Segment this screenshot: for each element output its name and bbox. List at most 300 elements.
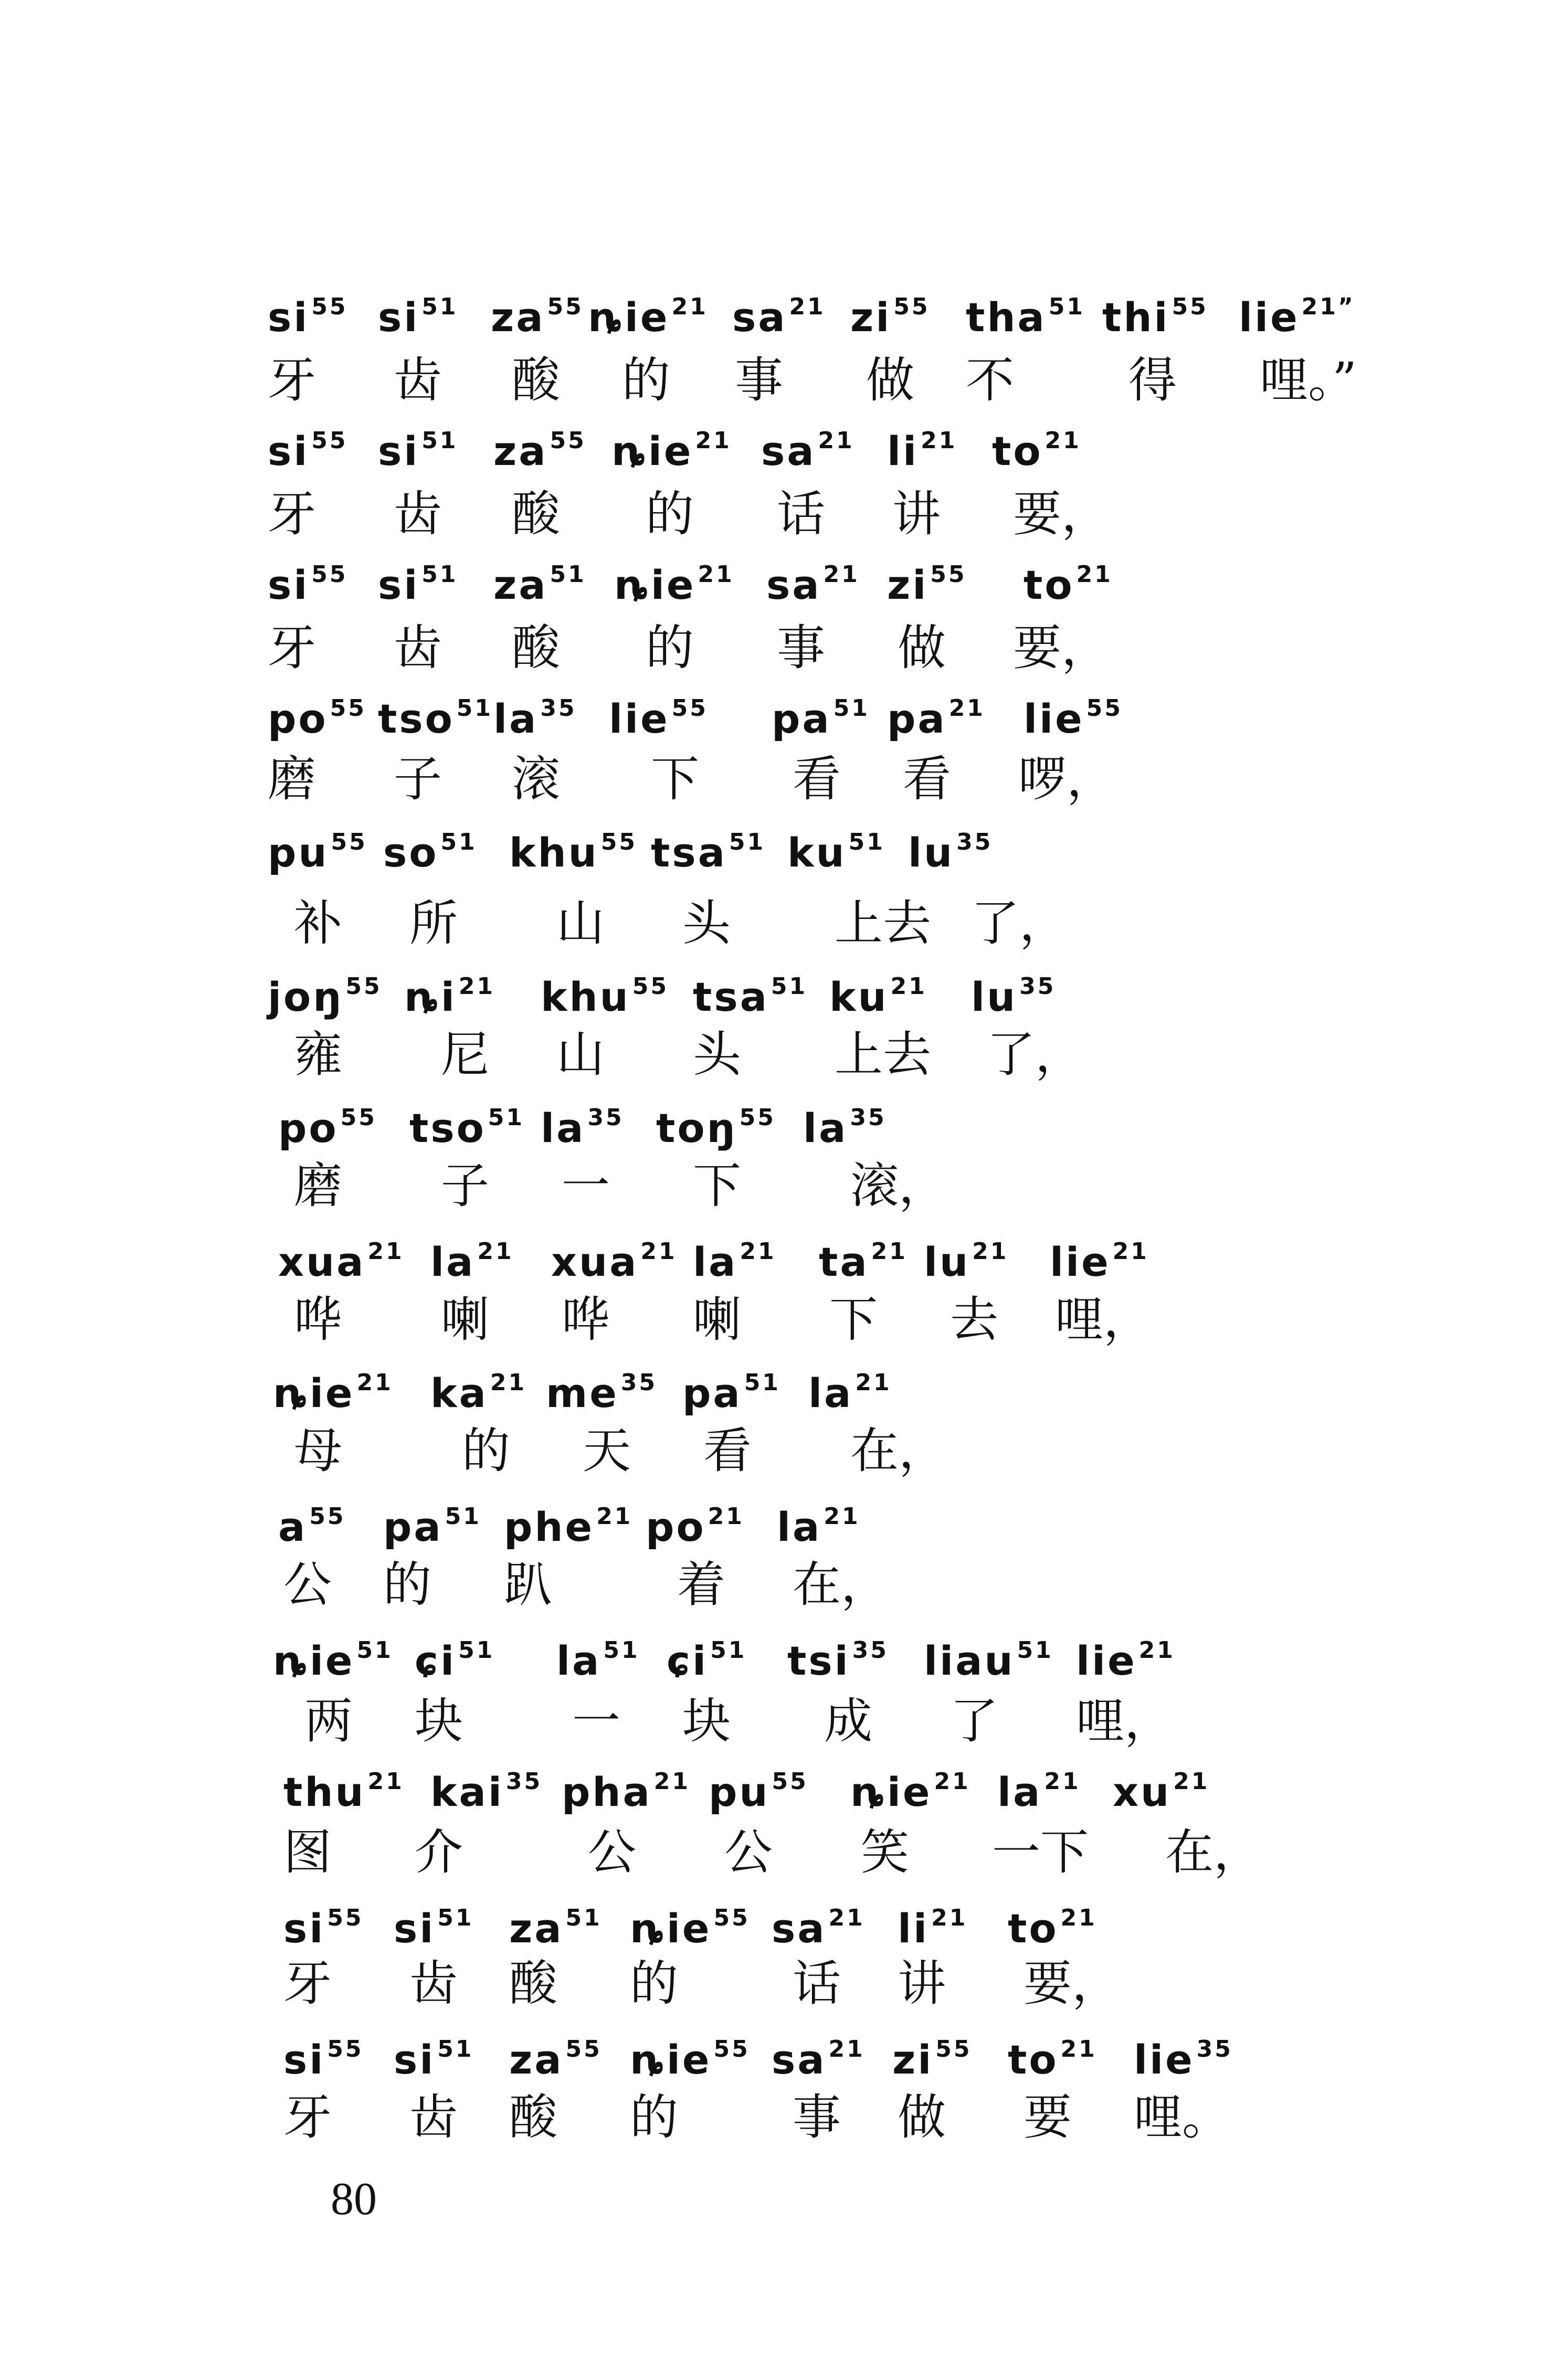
tone-number: 21	[871, 1238, 908, 1265]
syllable-text: to	[992, 428, 1043, 474]
gloss-word: 雍	[294, 1027, 343, 1083]
gloss-word: 尼	[441, 1027, 490, 1083]
gloss-word: 哩，	[1076, 1693, 1173, 1749]
tone-number: 21	[1173, 1768, 1210, 1795]
syllable-text: sa	[761, 428, 816, 474]
syllable-text: si	[378, 562, 420, 608]
gloss-word: 酸	[512, 620, 561, 676]
tone-number: 21	[828, 1905, 865, 1931]
syllable	[394, 1889, 474, 1958]
tone-number: 51	[456, 695, 493, 722]
tone-number: 21”	[1301, 293, 1355, 320]
tone-number: 35	[850, 1104, 887, 1131]
tone-number: 51	[603, 1637, 640, 1664]
gloss-line	[0, 1155, 1561, 1223]
gloss-line	[0, 1420, 1561, 1488]
syllable-text: za	[493, 562, 548, 608]
romanization-line	[0, 278, 1561, 346]
syllable	[887, 680, 985, 748]
syllable-text: ȵie	[850, 1769, 932, 1815]
syllable	[278, 1488, 346, 1556]
tone-number: 21	[1044, 1768, 1081, 1795]
gloss-word: 啰，	[1018, 751, 1115, 807]
syllable-text: a	[278, 1504, 308, 1550]
syllable	[283, 1753, 404, 1821]
gloss-word: 补	[294, 895, 343, 951]
tone-number: 21	[596, 1503, 633, 1530]
gloss-word: 看	[903, 751, 952, 807]
tone-number: 21	[1060, 1905, 1097, 1931]
syllable-text: ȵie	[611, 428, 693, 474]
syllable	[283, 1889, 364, 1958]
syllable-text: li	[898, 1905, 930, 1952]
syllable	[1024, 680, 1123, 748]
gloss-line	[0, 617, 1561, 685]
syllable-text: ɕi	[415, 1637, 457, 1684]
tone-number: 55	[331, 829, 367, 855]
gloss-word: 事	[793, 2089, 841, 2145]
tone-number: 51	[771, 973, 808, 1000]
tone-number: 51	[356, 1637, 393, 1664]
tone-number: 21	[458, 973, 495, 1000]
gloss-word: 母	[294, 1423, 343, 1479]
tone-number: 51	[421, 427, 458, 454]
syllable	[693, 958, 807, 1026]
syllable	[772, 1889, 865, 1958]
tone-number: 55	[330, 695, 366, 722]
syllable-text: tsa	[651, 829, 727, 876]
tone-number: 21	[708, 1503, 744, 1530]
syllable-text: khu	[541, 974, 630, 1020]
gloss-line	[0, 1023, 1561, 1092]
tone-number: 51	[565, 1905, 602, 1931]
syllable-text: toŋ	[656, 1105, 737, 1151]
syllable	[819, 1223, 908, 1291]
romanization-line	[0, 1354, 1561, 1422]
gloss-word: 得	[1128, 352, 1177, 408]
gloss-word: 的	[383, 1557, 432, 1613]
tone-number: 21	[653, 1768, 691, 1795]
syllable-text: kai	[430, 1769, 504, 1815]
syllable	[430, 1753, 542, 1821]
syllable-text: joŋ	[268, 974, 344, 1020]
syllable	[772, 2021, 865, 2089]
gloss-word: 酸	[509, 1955, 558, 2012]
gloss-word: 一	[572, 1693, 621, 1749]
gloss-line	[0, 1821, 1561, 1889]
romanization-line	[0, 1488, 1561, 1556]
gloss-word: 介	[415, 1824, 463, 1880]
gloss-word: 要，	[1013, 486, 1110, 542]
syllable	[493, 680, 577, 748]
syllable-text: la	[556, 1637, 602, 1684]
gloss-word: 上去	[835, 895, 932, 951]
syllable-text: la	[997, 1769, 1042, 1815]
syllable	[772, 680, 870, 748]
syllable-text: si	[268, 428, 310, 474]
romanization-line	[0, 1223, 1561, 1291]
gloss-word: 滚	[512, 751, 561, 807]
tone-number: 21	[1045, 427, 1081, 454]
syllable-text: po	[278, 1105, 339, 1151]
syllable-text: so	[383, 829, 439, 876]
syllable	[283, 2021, 364, 2089]
tone-number: 35	[956, 829, 993, 855]
syllable-text: la	[777, 1504, 822, 1550]
syllable-text: sa	[732, 294, 787, 341]
gloss-word: 一	[562, 1158, 610, 1214]
gloss-word: 了	[950, 1693, 999, 1749]
syllable-text: ka	[430, 1370, 488, 1416]
syllable	[609, 680, 708, 748]
gloss-word: 的	[630, 1955, 679, 2012]
syllable-text: zi	[892, 2036, 934, 2083]
syllable-text: ȵie	[630, 2036, 712, 2083]
syllable	[268, 412, 348, 480]
gloss-word: 笑	[861, 1824, 910, 1880]
syllable	[430, 1223, 514, 1291]
syllable	[509, 1889, 602, 1958]
syllable	[268, 813, 367, 882]
tone-number: 51	[729, 829, 766, 855]
gloss-word: 山	[556, 1027, 605, 1083]
syllable-text: si	[378, 428, 420, 474]
gloss-word: 牙	[268, 486, 317, 542]
tone-number: 55	[340, 1104, 377, 1131]
gloss-word: 讲	[898, 1955, 946, 2012]
syllable-text: ȵie	[273, 1370, 355, 1416]
syllable	[766, 546, 860, 614]
syllable	[278, 1089, 377, 1157]
syllable	[787, 1622, 889, 1690]
syllable-text: ȵie	[630, 1905, 712, 1952]
syllable-text: ȵie	[273, 1637, 355, 1684]
syllable-text: tso	[409, 1105, 486, 1151]
gloss-word: 所	[409, 895, 458, 951]
tone-number: 51	[445, 1503, 481, 1530]
tone-number: 51	[440, 829, 477, 855]
tone-number: 55	[632, 973, 669, 1000]
tone-number: 55	[345, 973, 382, 1000]
romanization-line	[0, 1889, 1561, 1958]
syllable-text: xu	[1113, 1769, 1172, 1815]
syllable-text: za	[493, 428, 548, 474]
syllable	[430, 1354, 526, 1422]
gloss-line	[0, 1690, 1561, 1758]
tone-number: 55	[713, 2036, 750, 2062]
syllable	[378, 680, 493, 748]
syllable-text: si	[283, 2036, 325, 2083]
tone-number: 21	[698, 561, 734, 588]
gloss-word: 两	[304, 1693, 353, 1749]
syllable-text: zi	[850, 294, 892, 341]
tone-number: 55	[565, 2036, 602, 2062]
syllable	[1102, 278, 1208, 346]
gloss-word: 做	[866, 352, 915, 408]
gloss-word: 的	[646, 620, 694, 676]
syllable-text: za	[509, 1905, 564, 1952]
gloss-word: 了，	[971, 895, 1068, 951]
tone-number: 55	[739, 1104, 776, 1131]
syllable-text: zi	[887, 562, 929, 608]
syllable-text: po	[268, 695, 328, 742]
syllable-text: lu	[908, 829, 955, 876]
gloss-word: 哩。	[1134, 2089, 1231, 2145]
tone-number: 35	[1019, 973, 1056, 1000]
tone-number: 51	[437, 1905, 474, 1931]
gloss-line	[0, 349, 1561, 417]
syllable	[541, 958, 669, 1026]
syllable-text: tso	[378, 695, 455, 742]
gloss-word: 看	[703, 1423, 752, 1479]
syllable-text: la	[430, 1239, 476, 1285]
gloss-word: 下	[693, 1158, 742, 1214]
syllable-text: xua	[278, 1239, 366, 1285]
gloss-word: 图	[283, 1824, 332, 1880]
tone-number: 21	[931, 1905, 968, 1931]
gloss-line	[0, 1952, 1561, 2021]
syllable-text: lie	[1076, 1637, 1137, 1684]
romanization-line	[0, 412, 1561, 480]
tone-number: 21	[1076, 561, 1113, 588]
gloss-word: 要，	[1013, 620, 1110, 676]
tone-number: 21	[818, 427, 855, 454]
gloss-word: 去	[950, 1292, 999, 1348]
gloss-word: 酸	[512, 352, 561, 408]
syllable-text: pu	[709, 1769, 770, 1815]
syllable	[273, 1622, 393, 1690]
romanization-line	[0, 813, 1561, 882]
syllable	[887, 412, 957, 480]
gloss-line	[0, 1553, 1561, 1622]
tone-number: 55	[600, 829, 637, 855]
tone-number: 21	[855, 1369, 892, 1396]
tone-number: 51	[458, 1637, 495, 1664]
syllable-text: li	[887, 428, 919, 474]
syllable	[273, 1354, 393, 1422]
syllable-text: khu	[509, 829, 599, 876]
gloss-word: 山	[556, 895, 605, 951]
gloss-word: 一下	[992, 1824, 1089, 1880]
syllable	[1076, 1622, 1175, 1690]
tone-number: 21	[789, 293, 826, 320]
syllable	[693, 1223, 776, 1291]
gloss-word: 齿	[394, 352, 442, 408]
gloss-word: 看	[793, 751, 841, 807]
syllable	[404, 958, 495, 1026]
romanization-line	[0, 680, 1561, 748]
syllable	[546, 1354, 657, 1422]
syllable-text: ta	[819, 1239, 869, 1285]
tone-number: 51	[421, 561, 458, 588]
gloss-word: 牙	[283, 1955, 332, 2012]
syllable-text: sa	[766, 562, 821, 608]
gloss-word: 头	[682, 895, 731, 951]
syllable	[656, 1089, 776, 1157]
romanization-line	[0, 958, 1561, 1026]
gloss-word: 天	[583, 1423, 631, 1479]
syllable	[1239, 278, 1355, 346]
gloss-word: 要	[1024, 2089, 1072, 2145]
syllable	[992, 412, 1081, 480]
syllable	[924, 1223, 1008, 1291]
gloss-word: 喇	[693, 1292, 742, 1348]
syllable-text: si	[283, 1905, 325, 1952]
gloss-word: 子	[394, 751, 442, 807]
tone-number: 55	[327, 1905, 364, 1931]
tone-number: 55	[550, 427, 586, 454]
syllable-text: pa	[772, 695, 831, 742]
tone-number: 21	[490, 1369, 527, 1396]
syllable	[493, 412, 586, 480]
tone-number: 21	[740, 1238, 776, 1265]
tone-number: 55	[930, 561, 967, 588]
syllable-text: la	[803, 1105, 848, 1151]
gloss-word: 下	[829, 1292, 878, 1348]
syllable-text: ku	[829, 974, 889, 1020]
tone-number: 51	[710, 1637, 747, 1664]
gloss-word: 滚，	[850, 1158, 947, 1214]
tone-number: 21	[828, 2036, 865, 2062]
romanization-line	[0, 1753, 1561, 1821]
tone-number: 21	[823, 561, 860, 588]
gloss-word: 公	[588, 1824, 637, 1880]
romanization-line	[0, 2021, 1561, 2089]
gloss-word: 不	[966, 352, 1015, 408]
syllable	[409, 1089, 524, 1157]
tone-number: 35	[1196, 2036, 1233, 2062]
syllable	[651, 813, 765, 882]
tone-number: 51	[744, 1369, 781, 1396]
syllable	[493, 546, 586, 614]
syllable	[1113, 1753, 1209, 1821]
syllable-text: lie	[1239, 294, 1300, 341]
gloss-word: 趴	[504, 1557, 553, 1613]
syllable-text: sa	[772, 1905, 827, 1952]
gloss-word: 牙	[268, 620, 317, 676]
gloss-word: 事	[735, 352, 784, 408]
gloss-word: 公	[724, 1824, 773, 1880]
syllable	[378, 546, 458, 614]
syllable-text: lie	[1134, 2036, 1195, 2083]
syllable-text: lu	[924, 1239, 971, 1285]
tone-number: 21	[972, 1238, 1009, 1265]
syllable-text: lie	[1024, 695, 1084, 742]
syllable	[646, 1488, 744, 1556]
syllable-text: la	[541, 1105, 586, 1151]
gloss-word: 事	[777, 620, 826, 676]
tone-number: 51	[437, 2036, 474, 2062]
syllable-text: pu	[268, 829, 329, 876]
gloss-word: 酸	[509, 2089, 558, 2145]
tone-number: 21	[1112, 1238, 1149, 1265]
syllable-text: si	[378, 294, 420, 341]
gloss-word: 哩。”	[1260, 352, 1357, 408]
syllable	[850, 1753, 971, 1821]
syllable	[611, 412, 732, 480]
gloss-line	[0, 892, 1561, 960]
gloss-word: 下	[651, 751, 700, 807]
tone-number: 51	[488, 1104, 525, 1131]
gloss-word: 酸	[512, 486, 561, 542]
tone-number: 55	[1086, 695, 1123, 722]
gloss-word: 哗	[294, 1292, 343, 1348]
tone-number: 55	[327, 2036, 364, 2062]
syllable-text: ɕi	[667, 1637, 709, 1684]
syllable	[887, 546, 967, 614]
tone-number: 55	[311, 293, 348, 320]
tone-number: 35	[540, 695, 577, 722]
syllable	[268, 958, 382, 1026]
tone-number: 55	[1172, 293, 1208, 320]
syllable-text: ku	[787, 829, 847, 876]
gloss-word: 头	[693, 1027, 742, 1083]
gloss-line	[0, 1288, 1561, 1357]
tone-number: 51	[1048, 293, 1085, 320]
syllable	[829, 958, 927, 1026]
syllable	[898, 1889, 967, 1958]
gloss-word: 磨	[268, 751, 317, 807]
tone-number: 55	[309, 1503, 346, 1530]
syllable	[761, 412, 855, 480]
gloss-word: 了，	[987, 1027, 1084, 1083]
gloss-word: 公	[283, 1557, 332, 1613]
syllable	[504, 1488, 632, 1556]
tone-number: 51	[421, 293, 458, 320]
gloss-word: 的	[622, 352, 671, 408]
syllable	[997, 1753, 1081, 1821]
romanization-line	[0, 1089, 1561, 1157]
tone-number: 35	[852, 1637, 889, 1664]
tone-number: 55	[547, 293, 584, 320]
syllable	[803, 1089, 887, 1157]
gloss-word: 磨	[294, 1158, 343, 1214]
gloss-word: 在，	[793, 1557, 890, 1613]
gloss-word: 着	[677, 1557, 726, 1613]
syllable-text: xua	[551, 1239, 639, 1285]
gloss-word: 做	[898, 2089, 946, 2145]
syllable	[509, 2021, 602, 2089]
syllable-text: phe	[504, 1504, 595, 1550]
gloss-word: 在，	[850, 1423, 947, 1479]
syllable-text: ȵie	[588, 294, 670, 341]
tone-number: 55	[772, 1768, 808, 1795]
syllable	[908, 813, 993, 882]
gloss-word: 齿	[394, 620, 442, 676]
syllable-text: thi	[1102, 294, 1170, 341]
page-number: 80	[331, 2174, 377, 2225]
syllable	[808, 1354, 892, 1422]
syllable-text: si	[394, 2036, 436, 2083]
syllable-text: tsi	[787, 1637, 850, 1684]
syllable-text: la	[493, 695, 539, 742]
tone-number: 21	[367, 1768, 404, 1795]
syllable-text: to	[1008, 2036, 1059, 2083]
syllable	[787, 813, 885, 882]
tone-number: 35	[505, 1768, 543, 1795]
syllable	[268, 680, 366, 748]
syllable	[1134, 2021, 1233, 2089]
syllable	[562, 1753, 690, 1821]
gloss-word: 成	[824, 1693, 873, 1749]
syllable-text: liau	[924, 1637, 1015, 1684]
tone-number: 21	[671, 293, 708, 320]
syllable	[1024, 546, 1113, 614]
syllable	[614, 546, 734, 614]
gloss-word: 齿	[409, 1955, 458, 2012]
gloss-word: 块	[682, 1693, 731, 1749]
syllable	[667, 1622, 746, 1690]
